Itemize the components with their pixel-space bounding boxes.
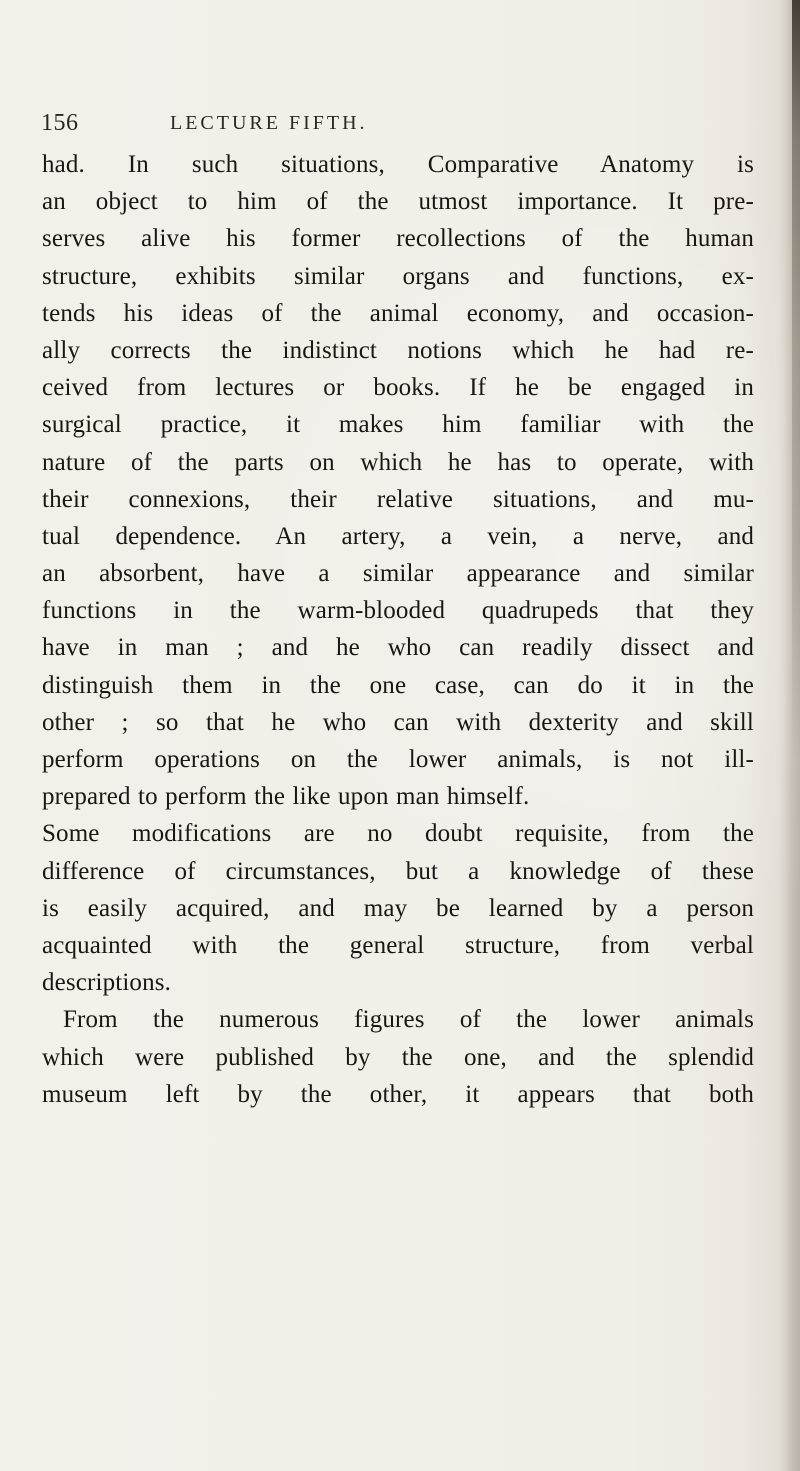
text-line-4: structure, exhibits similar organs and functions, ex-	[42, 262, 754, 290]
text-line-15: distinguish them in the one case, can do it in the	[42, 671, 754, 699]
text-line-2: an object to him of the utmost importance. It pre-	[42, 188, 754, 216]
page-number: 156	[41, 110, 79, 136]
text-line-16: other ; so that he who can with dexterity and skill	[42, 708, 754, 736]
text-line-22: acquainted with the general structure, from verbal	[42, 931, 754, 959]
text-line-12: an absorbent, have a similar appearance and similar	[42, 560, 754, 588]
text-line-19: Some modifications are no doubt requisite, from the	[42, 820, 754, 848]
text-line-26: museum left by the other, it appears that both	[42, 1080, 754, 1108]
text-line-1: had. In such situations, Comparative Anatomy is	[42, 151, 754, 178]
text-line-10: their connexions, their relative situations, and mu-	[42, 485, 754, 513]
text-line-17: perform operations on the lower animals, is not ill-	[42, 746, 754, 773]
text-line-5: tends his ideas of the animal economy, and occasion-	[42, 299, 754, 327]
text-line-23: descriptions.	[42, 969, 172, 997]
body-text	[42, 146, 754, 1113]
binding-edge-shadow	[792, 0, 800, 760]
page-header	[41, 103, 741, 143]
text-line-21: is easily acquired, and may be learned by a person	[42, 894, 754, 922]
text-line-24: From the numerous figures of the lower animals	[63, 1006, 754, 1034]
text-line-9: nature of the parts on which he has to operate, with	[42, 448, 754, 476]
text-line-7: ceived from lectures or books. If he be engaged in	[42, 374, 754, 402]
text-line-11: tual dependence. An artery, a vein, a nerve, and	[42, 522, 754, 550]
text-line-3: serves alive his former recollections of the human	[42, 225, 754, 253]
text-line-13: functions in the warm-blooded quadrupeds that they	[42, 597, 754, 625]
text-line-18: prepared to perform the like upon man himself.	[42, 783, 530, 811]
text-line-25: which were published by the one, and the splendid	[42, 1043, 754, 1071]
running-title: LECTURE FIFTH.	[170, 112, 368, 134]
text-line-20: difference of circumstances, but a knowledge of these	[42, 857, 754, 885]
text-line-14: have in man ; and he who can readily dissect and	[42, 634, 754, 662]
text-line-8: surgical practice, it makes him familiar with the	[42, 411, 754, 439]
text-line-6: ally corrects the indistinct notions which he had re-	[42, 336, 754, 364]
